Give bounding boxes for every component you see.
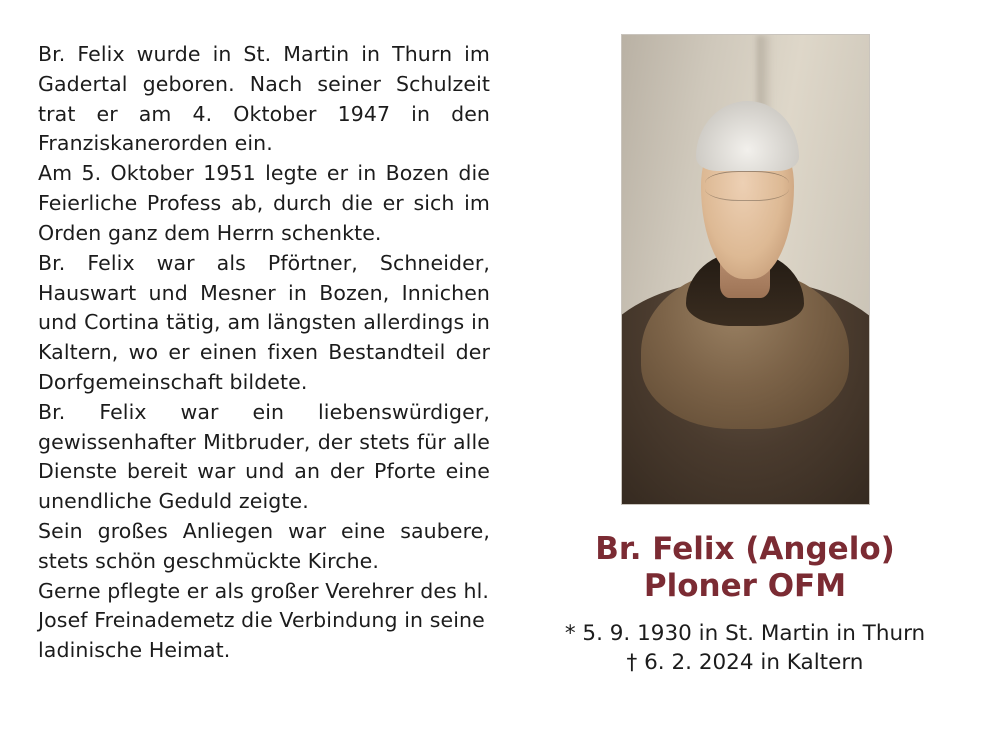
portrait-column (520, 0, 982, 737)
portrait-photo (621, 34, 870, 505)
biography-paragraph: Br. Felix wurde in St. Martin in Thurn im Gadertal geboren. Nach seiner Schulzeit trat er am 4. Oktober 1947 in den Franziskanerorden ein. (38, 42, 490, 156)
biography-paragraph: Br. Felix war als Pförtner, Schneider, Hauswart und Mesner in Bozen, Innichen und Cortina tätig, am längsten allerdings in Kaltern, wo er einen fixen Bestandteil der Dorfgemeinschaft bildete. (38, 250, 490, 394)
glasses-icon (705, 171, 789, 201)
deceased-name (532, 531, 958, 604)
biography-paragraph: Gerne pflegte er als großer Verehrer des hl. Josef Freinademetz die Verbindung in seine ladinische Heimat. (38, 578, 490, 663)
deceased-name-line-2: Ploner OFM (643, 567, 847, 604)
deceased-name-line-1: Br. Felix (Angelo) (595, 531, 895, 567)
birth-date-line: * 5. 9. 1930 in St. Martin in Thurn (564, 621, 926, 647)
biography-paragraph: Br. Felix war ein liebenswürdiger, gewissenhafter Mitbruder, der stets für alle Dienste bereit war und an der Pforte eine unendliche Geduld zeigte. (38, 399, 490, 514)
name-block (532, 531, 958, 677)
life-dates (532, 620, 958, 677)
death-date-line: † 6. 2. 2024 in Kaltern (626, 649, 864, 675)
biography-paragraph: Sein großes Anliegen war eine saubere, stets schön geschmückte Kirche. (38, 519, 490, 573)
biography-paragraph: Am 5. Oktober 1951 legte er in Bozen die Feierliche Profess ab, durch die er sich im Orden ganz dem Herrn schenkte. (38, 161, 490, 245)
